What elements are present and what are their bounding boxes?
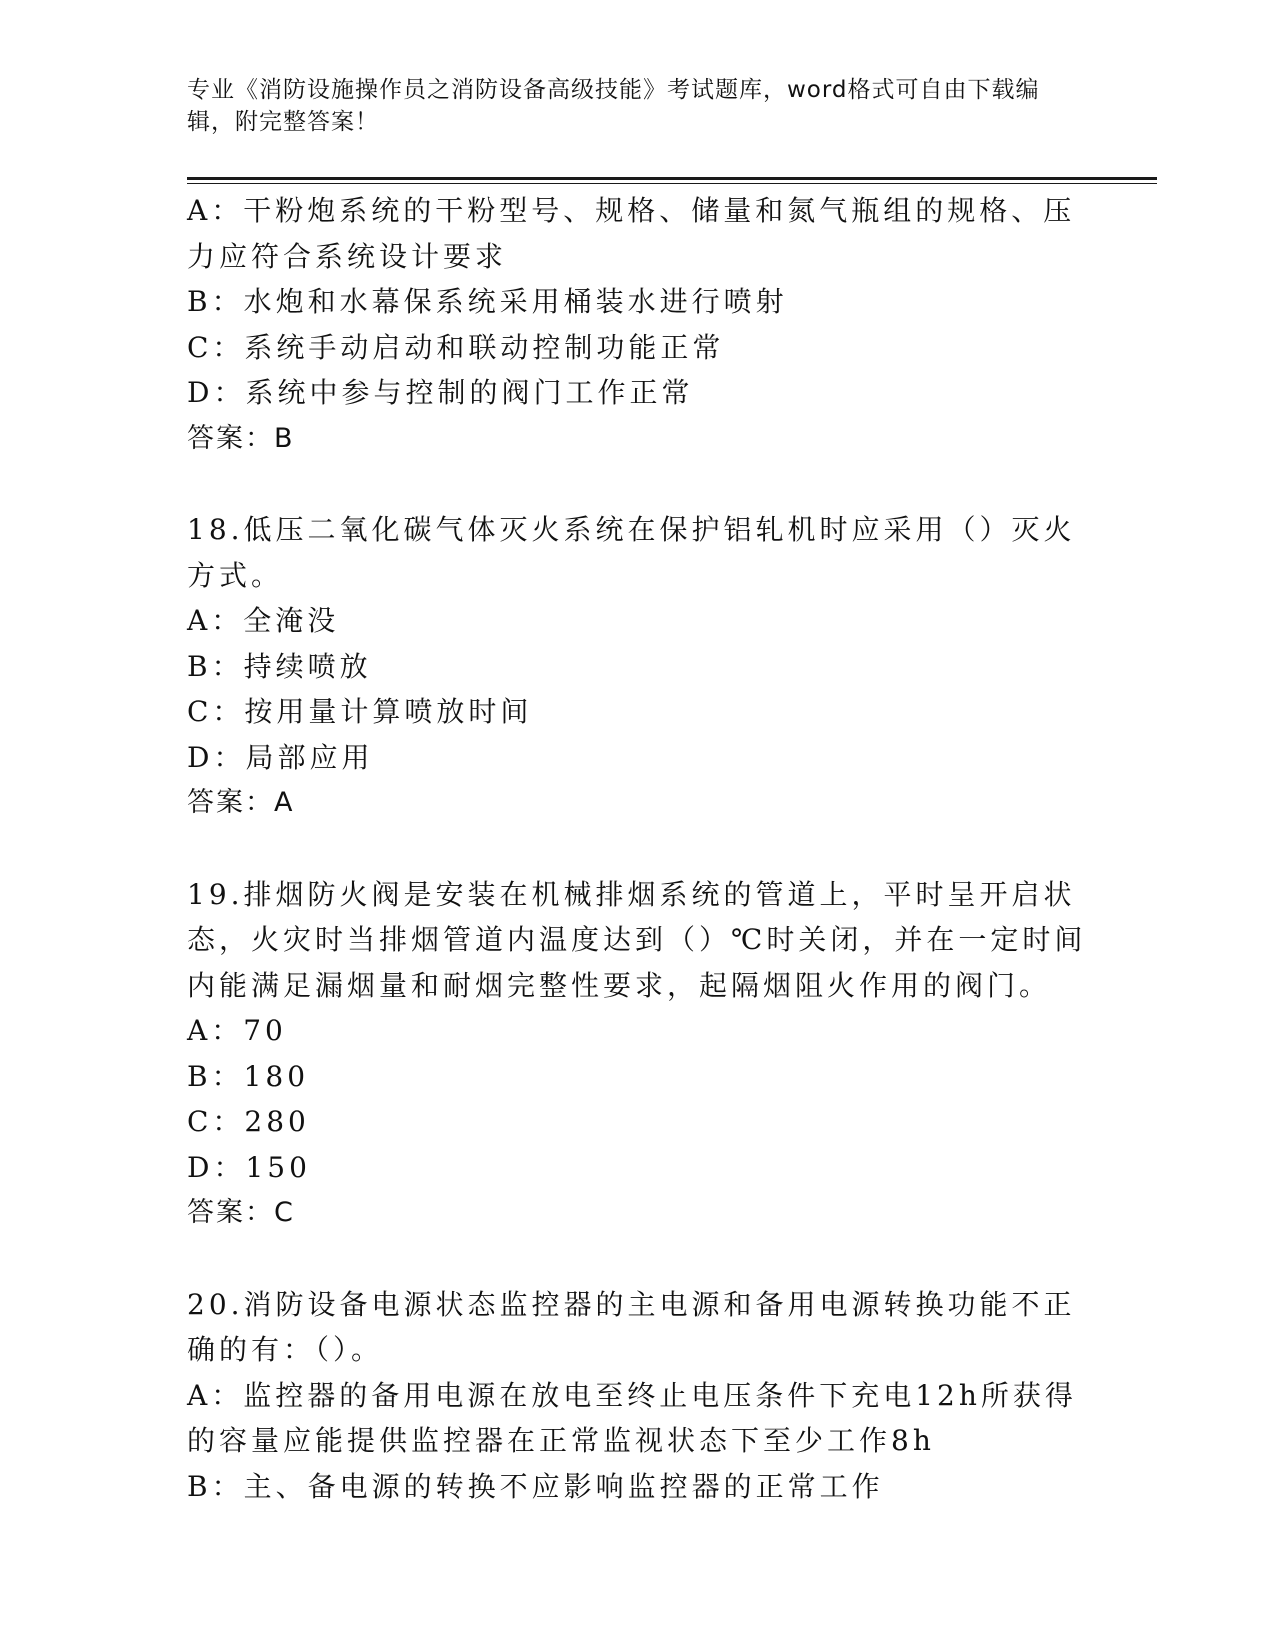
option-c: C：按用量计算喷放时间 [187, 695, 533, 728]
option-b: B：水炮和水幕保系统采用桶装水进行喷射 [187, 285, 788, 318]
question-20 [187, 1282, 1087, 1510]
option-d: D：局部应用 [187, 740, 374, 774]
option-a: A：干粉炮系统的干粉型号、规格、储量和氮气瓶组的规格、压力应符合系统设计要求 [187, 194, 1076, 273]
question-17 [187, 188, 1087, 461]
question-18 [187, 507, 1087, 826]
document-header: 专业《消防设施操作员之消防设备高级技能》考试题库，word格式可自由下载编辑，附完整答案！ [187, 77, 1040, 135]
spacer [187, 461, 1087, 507]
option-b: B：180 [187, 1059, 310, 1093]
option-a: A：监控器的备用电源在放电至终止电压条件下充电12h所获得的容量应能提供监控器在正常监视状态下至少工作8h [187, 1378, 1077, 1457]
option-d: D：系统中参与控制的阀门工作正常 [187, 376, 694, 409]
spacer [187, 826, 1087, 872]
answer-line: 答案：C [187, 1197, 295, 1228]
option-a: A：全淹没 [187, 604, 340, 637]
question-list [187, 188, 1087, 1509]
header-divider-thin [187, 183, 1157, 184]
option-c: C：280 [187, 1105, 310, 1138]
question-text: 18.低压二氧化碳气体灭火系统在保护铝轧机时应采用（）灭火方式。 [187, 513, 1076, 592]
option-a: A：70 [187, 1014, 287, 1047]
header-divider [187, 177, 1157, 180]
option-c: C：系统手动启动和联动控制功能正常 [187, 330, 725, 364]
answer-line: 答案：A [187, 787, 295, 818]
option-b: B：持续喷放 [187, 649, 372, 683]
question-text: 19.排烟防火阀是安装在机械排烟系统的管道上，平时呈开启状态，火灾时当排烟管道内温度达到（）℃时关闭，并在一定时间内能满足漏烟量和耐烟完整性要求，起隔烟阻火作用的阀门。 [187, 877, 1087, 1002]
answer-line: 答案：B [187, 422, 295, 454]
option-d: D：150 [187, 1150, 311, 1184]
option-b: B：主、备电源的转换不应影响监控器的正常工作 [187, 1469, 884, 1503]
question-text: 20.消防设备电源状态监控器的主电源和备用电源转换功能不正确的有：（）。 [187, 1287, 1076, 1366]
spacer [187, 1236, 1087, 1282]
question-19 [187, 872, 1087, 1236]
